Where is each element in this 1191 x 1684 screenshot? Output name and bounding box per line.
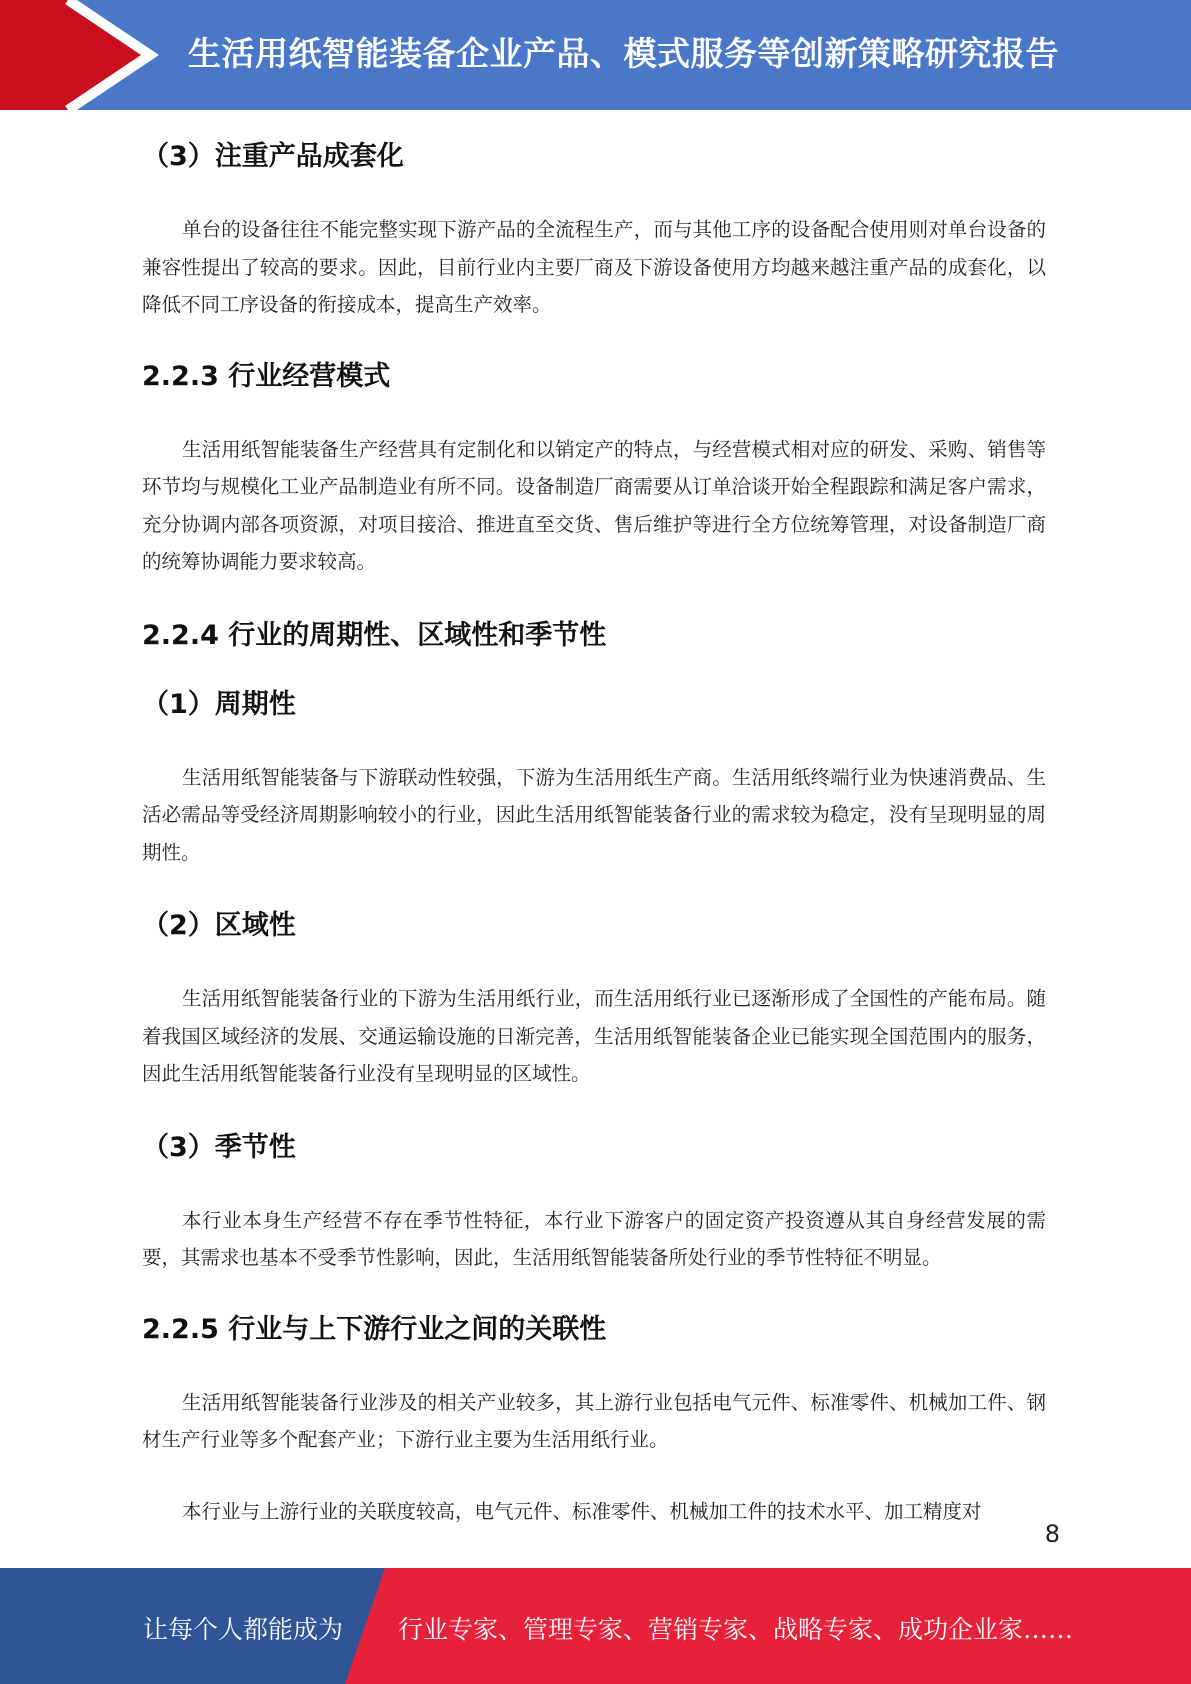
- page-number: 8: [1044, 1520, 1060, 1548]
- heading-cyclicality: （1）周期性: [142, 688, 296, 720]
- heading-product-completeness: （3）注重产品成套化: [142, 141, 404, 172]
- paragraph: 生活用纸智能装备行业涉及的相关产业较多，其上游行业包括电气元件、标准零件、机械加工件、钢材生产行业等多个配套产业；下游行业主要为生活用纸行业。: [142, 1390, 1046, 1451]
- report-title: 生活用纸智能装备企业产品、模式服务等创新策略研究报告: [188, 34, 1059, 73]
- paragraph: 本行业本身生产经营不存在季节性特征，本行业下游客户的固定资产投资遵从其自身经营发展的需要，其需求也基本不受季节性影响，因此，生活用纸智能装备所处行业的季节性特征不明显。: [142, 1208, 1046, 1269]
- page-header: [0, 0, 1191, 110]
- heading-2-2-5: 2.2.5 行业与上下游行业之间的关联性: [142, 1313, 607, 1345]
- page-footer: [0, 1568, 1191, 1684]
- paragraph: 生活用纸智能装备与下游联动性较强，下游为生活用纸生产商。生活用纸终端行业为快速消费品、生活必需品等受经济周期影响较小的行业，因此生活用纸智能装备行业的需求较为稳定，没有呈现明显的周期性。: [142, 765, 1046, 864]
- document-body: [142, 110, 1046, 1530]
- paragraph: 生活用纸智能装备生产经营具有定制化和以销定产的特点，与经营模式相对应的研发、采购、销售等环节均与规模化工业产品制造业有所不同。设备制造厂商需要从订单洽谈开始全程跟踪和满足客户需求，充分协调内部各项资源，对项目接洽、推进直至交货、售后维护等进行全方位统筹管理，对设备制造厂商的统筹协调能力要求较高。: [142, 437, 1046, 573]
- paragraph: 单台的设备往往不能完整实现下游产品的全流程生产，而与其他工序的设备配合使用则对单台设备的兼容性提出了较高的要求。因此，目前行业内主要厂商及下游设备使用方均越来越注重产品的成套化，以降低不同工序设备的衔接成本，提高生产效率。: [142, 218, 1046, 316]
- heading-regionality: （2）区域性: [142, 910, 296, 941]
- footer-slogan-left: 让每个人都能成为: [143, 1615, 344, 1644]
- heading-seasonality: （3）季节性: [142, 1131, 296, 1163]
- heading-2-2-4: 2.2.4 行业的周期性、区域性和季节性: [142, 619, 607, 651]
- footer-slogan-right: 行业专家、管理专家、营销专家、战略专家、成功企业家……: [398, 1615, 1074, 1644]
- paragraph: 生活用纸智能装备行业的下游为生活用纸行业，而生活用纸行业已逐渐形成了全国性的产能布局。随着我国区域经济的发展、交通运输设施的日渐完善，生活用纸智能装备企业已能实现全国范围内的服务，因此生活用纸智能装备行业没有呈现明显的区域性。: [142, 987, 1046, 1085]
- paragraph: 本行业与上游行业的关联度较高，电气元件、标准零件、机械加工件的技术水平、加工精度对: [182, 1499, 982, 1523]
- heading-2-2-3: 2.2.3 行业经营模式: [142, 360, 391, 392]
